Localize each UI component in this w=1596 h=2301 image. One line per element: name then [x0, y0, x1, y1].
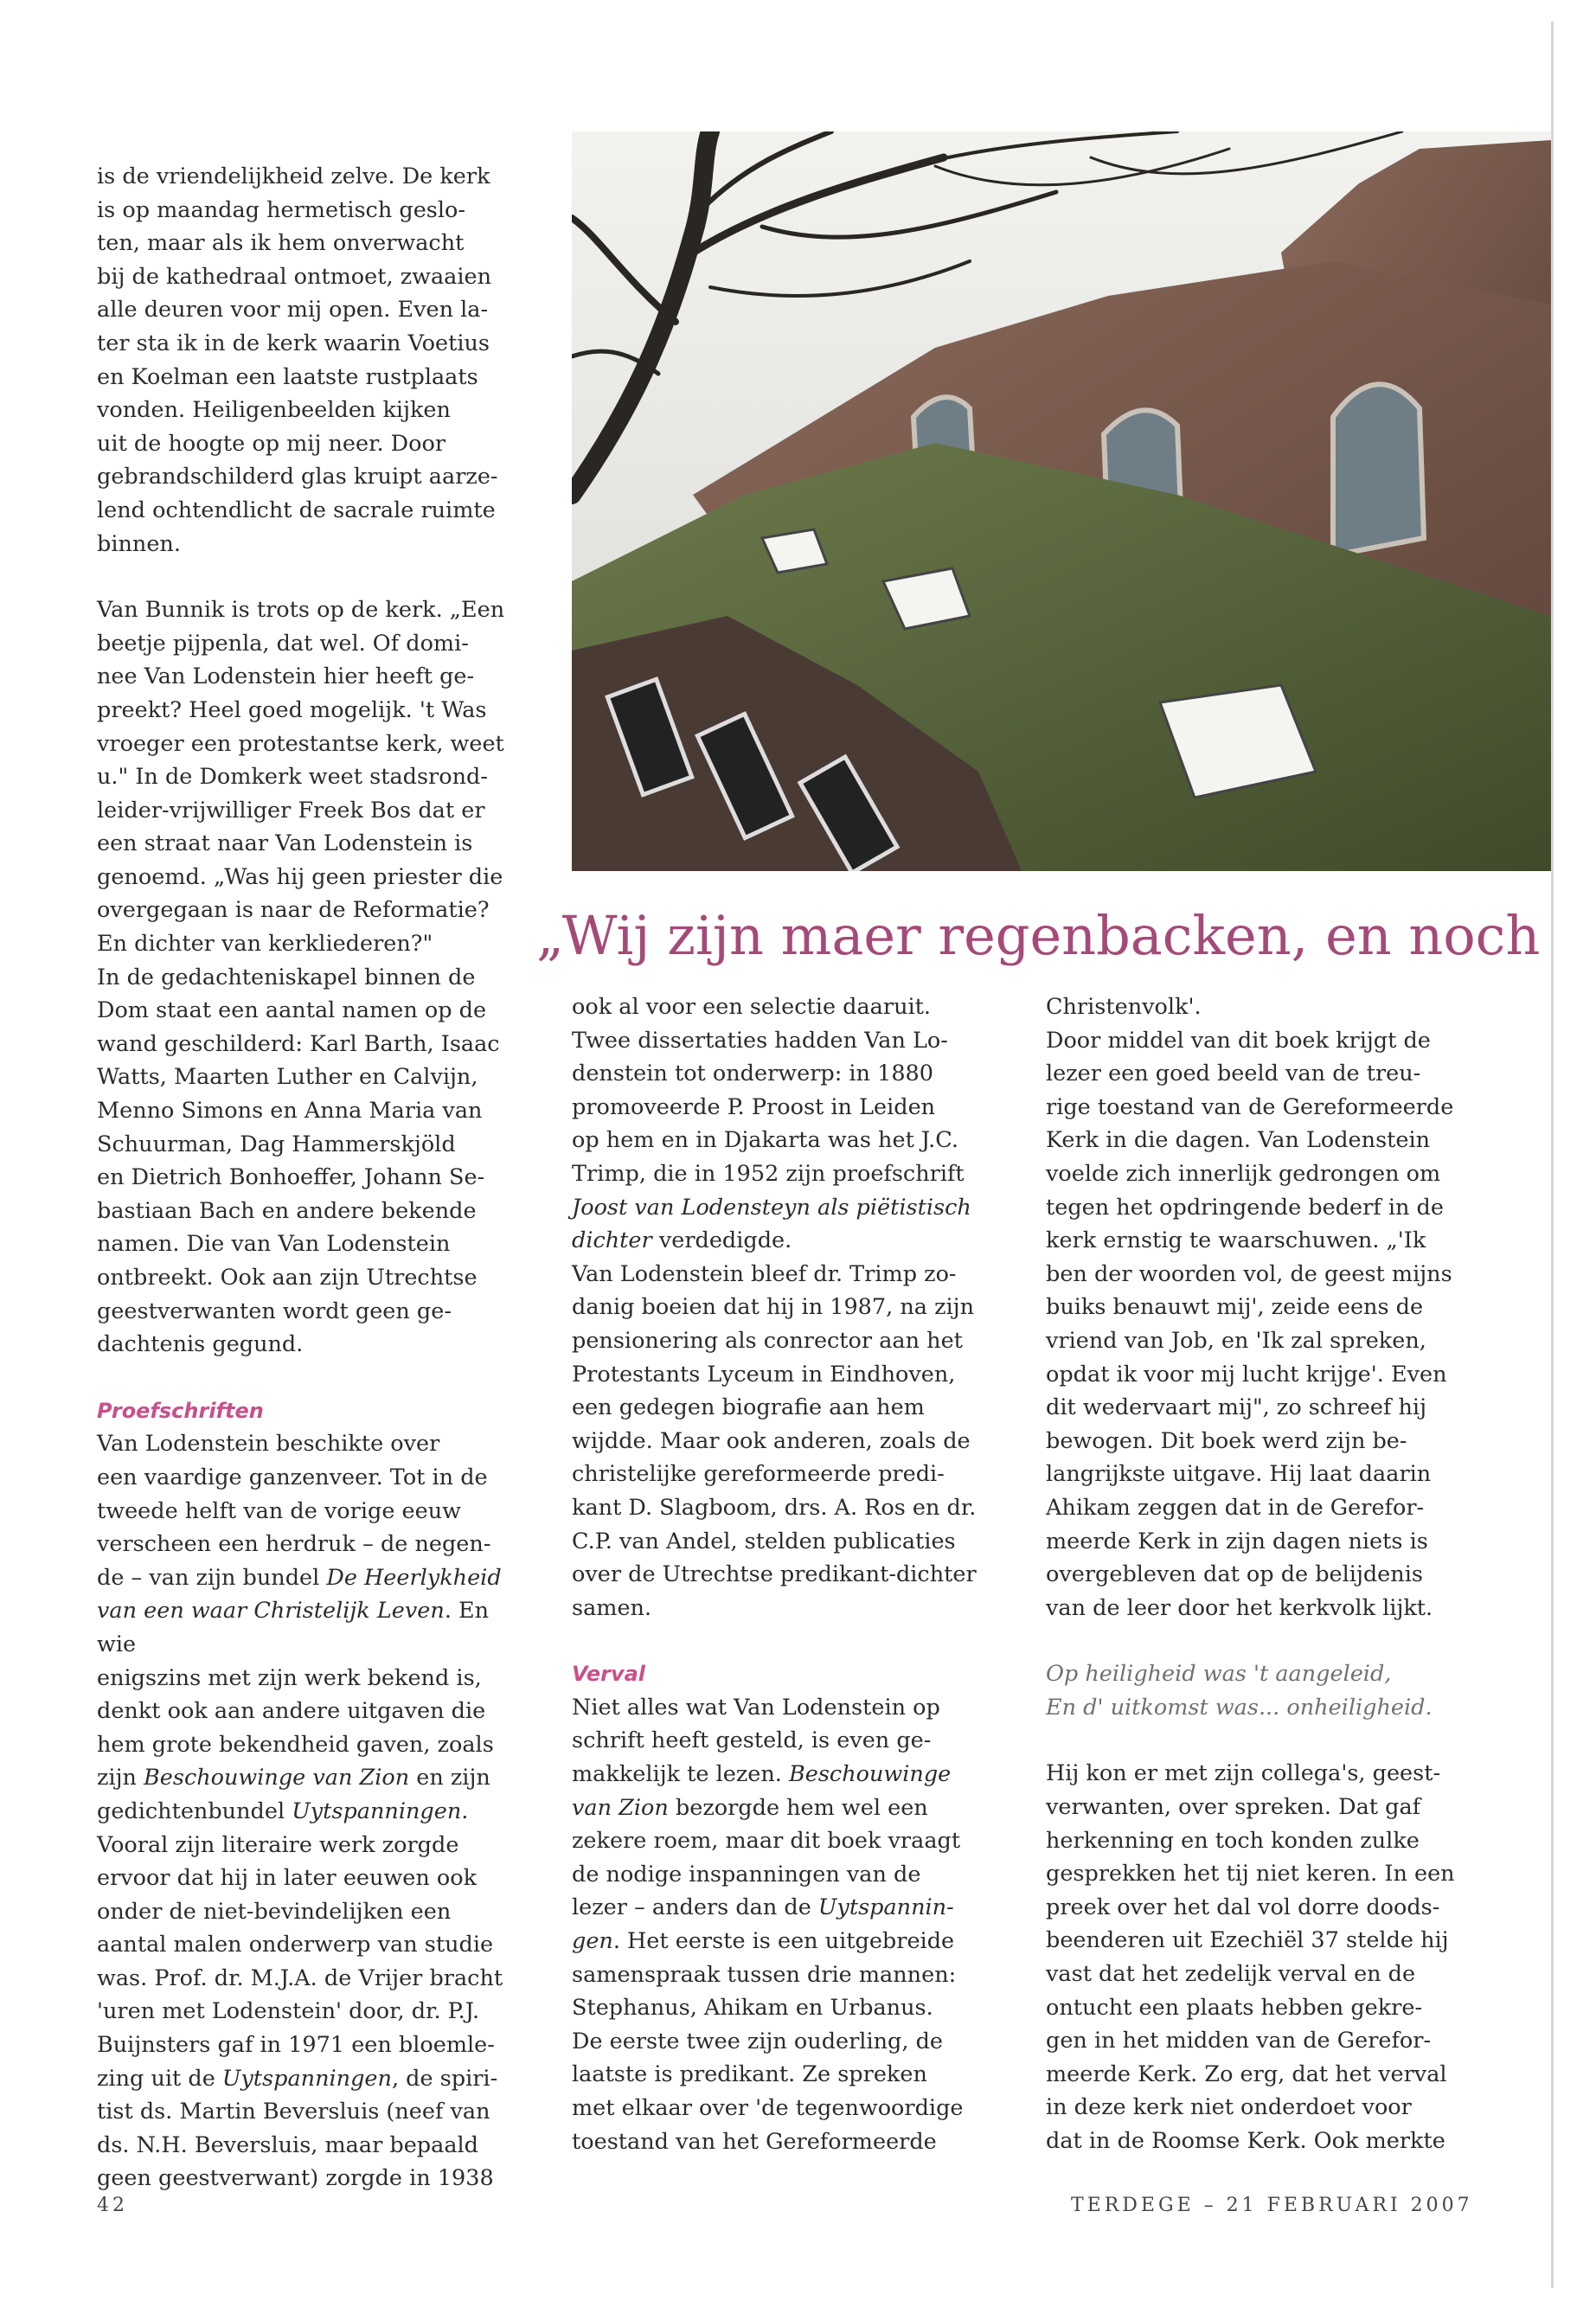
text-line: is de vriendelijkheid zelve. De kerk: [97, 163, 490, 189]
text-line: gedichtenbundel Uytspanningen.: [97, 1798, 469, 1824]
text-line: Van Lodenstein beschikte over: [97, 1431, 440, 1458]
text-line: christelijke gereformeerde predi-: [572, 1461, 945, 1488]
text-line: denstein tot onderwerp: in 1880: [572, 1061, 933, 1087]
text-line: C.P. van Andel, stelden publicaties: [572, 1528, 956, 1554]
text-line: de – van zijn bundel De Heerlykheid: [97, 1564, 502, 1591]
text-line: promoveerde P. Proost in Leiden: [572, 1093, 936, 1120]
text-line: aantal malen onderwerp van studie: [97, 1932, 494, 1958]
book-title: van Zion: [572, 1794, 669, 1821]
text-line: vriend van Job, en 'Ik zal spreken,: [1046, 1327, 1426, 1354]
text-line: Schuurman, Dag Hammerskjöld: [97, 1131, 456, 1157]
text-line: ds. N.H. Beversluis, maar bepaald: [97, 2131, 478, 2158]
text-line: denkt ook aan andere uitgaven die: [97, 1698, 486, 1725]
text-line: dichter verdedigde.: [572, 1227, 792, 1254]
pull-quote: „Wij zijn maer regenbacken, en noch: [536, 904, 1541, 967]
text-line: beenderen uit Ezechiël 37 stelde hij: [1046, 1927, 1449, 1954]
text-line: Van Lodenstein bleef dr. Trimp zo-: [572, 1260, 957, 1287]
text-line: bewogen. Dit boek werd zijn be-: [1046, 1427, 1407, 1454]
text-line: Van Bunnik is trots op de kerk. „Een: [97, 597, 505, 624]
text-line: gebrandschilderd glas kruipt aarze-: [97, 464, 498, 490]
church-illustration: [572, 131, 1551, 871]
text-line: gen in het midden van de Gerefor-: [1046, 2028, 1432, 2054]
text-line: hem grote bekendheid gaven, zoals: [97, 1731, 494, 1758]
text-line: gen. Het eerste is een uitgebreide: [572, 1928, 955, 1955]
text-line: wand geschilderd: Karl Barth, Isaac: [97, 1030, 500, 1057]
poem-quote: [1046, 1657, 1478, 1724]
text-line: ontbreekt. Ook aan zijn Utrechtse: [97, 1265, 478, 1291]
column-3: [1046, 990, 1478, 2158]
text-line: ook al voor een selectie daaruit.: [572, 994, 931, 1020]
column-2: [572, 990, 1009, 2158]
book-title: Uytspannin-: [817, 1894, 954, 1921]
text-line: ben der woorden vol, de geest mijns: [1046, 1260, 1452, 1287]
text-line: Watts, Maarten Luther en Calvijn,: [97, 1064, 478, 1091]
text-line: vroeger een protestantse kerk, weet: [97, 730, 504, 757]
book-title: De Heerlykheid: [326, 1564, 502, 1591]
text-line: u." In de Domkerk weet stadsrond-: [97, 764, 488, 791]
text-line: ter sta ik in de kerk waarin Voetius: [97, 330, 490, 356]
text-line: opdat ik voor mij lucht krijge'. Even: [1046, 1361, 1447, 1388]
text-line: beetje pijpenla, dat wel. Of domi-: [97, 630, 469, 657]
paragraph: [1046, 990, 1478, 1625]
text-line: een gedegen biografie aan hem: [572, 1394, 925, 1421]
text-line: onder de niet-bevindelijken een: [97, 1898, 452, 1925]
text-line: Niet alles wat Van Lodenstein op: [572, 1694, 940, 1721]
text-line: lezer een goed beeld van de treu-: [1046, 1061, 1421, 1087]
text-line: is op maandag hermetisch geslo-: [97, 196, 465, 223]
text-line: namen. Die van Van Lodenstein: [97, 1231, 451, 1258]
text-line: en Koelman een laatste rustplaats: [97, 363, 478, 390]
text-line: dit wedervaart mij", zo schreef hij: [1046, 1394, 1426, 1421]
text-line: Menno Simons en Anna Maria van: [97, 1098, 483, 1125]
page-number: 42: [97, 2195, 128, 2216]
text-line: danig boeien dat hij in 1987, na zijn: [572, 1294, 974, 1321]
text-line: tweede helft van de vorige eeuw: [97, 1497, 461, 1524]
text-line: rige toestand van de Gereformeerde: [1046, 1093, 1454, 1120]
text-line: kant D. Slagboom, drs. A. Ros en dr.: [572, 1494, 977, 1521]
paragraph: [97, 961, 529, 1362]
text-line: tegen het opdringende bederf in de: [1046, 1194, 1444, 1221]
magazine-footer: TERDEGE – 21 FEBRUARI 2007: [1071, 2195, 1473, 2216]
text-line: tist ds. Martin Beversluis (neef van: [97, 2099, 490, 2125]
book-title: van een waar Christelijk Leven: [97, 1598, 445, 1625]
text-line: genoemd. „Was hij geen priester die: [97, 863, 503, 890]
text-line: 'uren met Lodenstein' door, dr. P.J.: [97, 1998, 480, 2025]
page-edge: [1551, 22, 1554, 2288]
text-line: Buijnsters gaf in 1971 een bloemle-: [97, 2032, 495, 2059]
book-title: Uytspanningen: [221, 2065, 392, 2092]
text-line: wijdde. Maar ook anderen, zoals de: [572, 1427, 971, 1454]
text-line: nee Van Lodenstein hier heeft ge-: [97, 663, 475, 690]
text-line: voelde zich innerlijk gedrongen om: [1046, 1160, 1441, 1187]
text-line: verwanten, over spreken. Dat gaf: [1046, 1794, 1421, 1821]
text-line: in deze kerk niet onderdoet voor: [1046, 2094, 1412, 2121]
text-line: verscheen een herdruk – de negen-: [97, 1531, 491, 1558]
text-line: langrijkste uitgave. Hij laat daarin: [1046, 1461, 1432, 1488]
section-heading-proefschriften: Proefschriften: [97, 1398, 264, 1423]
text-line: van Zion bezorgde hem wel een: [572, 1794, 928, 1821]
text-line: In de gedachteniskapel binnen de: [97, 964, 476, 990]
text-line: Christenvolk'.: [1046, 994, 1202, 1020]
text-line: En dichter van kerkliederen?": [97, 931, 433, 958]
paragraph: [97, 1427, 529, 2195]
text-line: gesprekken het tij niet keren. In een: [1046, 1861, 1455, 1888]
text-line: zekere roem, maar dit boek vraagt: [572, 1828, 961, 1855]
text-line: vast dat het zedelijk verval en de: [1046, 1961, 1416, 1988]
text-line: Vooral zijn literaire werk zorgde: [97, 1831, 459, 1858]
book-title: Beschouwinge van Zion: [144, 1765, 410, 1791]
text-line: een vaardige ganzenveer. Tot in de: [97, 1464, 488, 1490]
text-line: makkelijk te lezen. Beschouwinge: [572, 1761, 952, 1788]
text-line: buiks benauwt mij', zeide eens de: [1046, 1294, 1424, 1321]
book-title: Beschouwinge: [789, 1761, 952, 1788]
text-line: een straat naar Van Lodenstein is: [97, 830, 473, 857]
text-line: zing uit de Uytspanningen, de spiri-: [97, 2065, 498, 2092]
text-line: Kerk in die dagen. Van Lodenstein: [1046, 1127, 1431, 1154]
paragraph: [1046, 1757, 1478, 2157]
book-title: Joost van Lodensteyn als piëtistisch: [572, 1194, 971, 1221]
text-line: Protestants Lyceum in Eindhoven,: [572, 1361, 956, 1388]
text-line: [572, 1191, 1009, 1225]
text-line: pensionering als conrector aan het: [572, 1327, 963, 1354]
text-line: enigszins met zijn werk bekend is,: [97, 1664, 482, 1691]
text-line: schrift heeft gesteld, is even ge-: [572, 1727, 932, 1754]
text-line: alle deuren voor mij open. Even la-: [97, 297, 489, 324]
text-line: over de Utrechtse predikant-dichter: [572, 1561, 977, 1588]
text-line: lezer – anders dan de Uytspannin-: [572, 1894, 954, 1921]
text-line: meerde Kerk in zijn dagen niets is: [1046, 1528, 1428, 1554]
text-line: kerk ernstig te waarschuwen. „'Ik: [1046, 1227, 1426, 1254]
text-line: geestverwanten wordt geen ge-: [97, 1298, 452, 1324]
text-line: samenspraak tussen drie mannen:: [572, 1961, 957, 1988]
church-photo: [572, 131, 1551, 871]
book-title: dichter: [572, 1227, 652, 1254]
text-line: Dom staat een aantal namen op de: [97, 997, 487, 1024]
paragraph: [97, 593, 529, 961]
text-line: uit de hoogte op mij neer. Door: [97, 430, 446, 457]
text-line: Door middel van dit boek krijgt de: [1046, 1027, 1431, 1054]
text-line: op hem en in Djakarta was het J.C.: [572, 1127, 958, 1154]
text-line: leider-vrijwilliger Freek Bos dat er: [97, 797, 485, 824]
text-line: Twee dissertaties hadden Van Lo-: [572, 1027, 948, 1054]
text-line: dachtenis gegund.: [97, 1331, 304, 1358]
text-line: vonden. Heiligenbeelden kijken: [97, 397, 451, 424]
text-line: zijn Beschouwinge van Zion en zijn: [97, 1765, 490, 1791]
column-1: [97, 160, 529, 2195]
paragraph: [572, 1691, 1009, 2158]
book-title: gen: [572, 1928, 613, 1955]
text-line: herkenning en toch konden zulke: [1046, 1827, 1420, 1854]
text-line: geen geestverwant) zorgde in 1938: [97, 2165, 494, 2192]
text-line: was. Prof. dr. M.J.A. de Vrijer bracht: [97, 1965, 503, 1991]
text-line: met elkaar over 'de tegenwoordige: [572, 2095, 964, 2121]
text-line: en Dietrich Bonhoeffer, Johann Se-: [97, 1164, 485, 1191]
text-line: dat in de Roomse Kerk. Ook merkte: [1046, 2128, 1445, 2154]
paragraph: [572, 990, 1009, 1625]
poem-line: En d' uitkomst was... onheiligheid.: [1046, 1694, 1433, 1721]
text-line: ervoor dat hij in later eeuwen ook: [97, 1865, 478, 1892]
text-line: bastiaan Bach en andere bekende: [97, 1197, 477, 1224]
text-line: meerde Kerk. Zo erg, dat het verval: [1046, 2061, 1447, 2087]
book-title: Uytspanningen: [292, 1798, 462, 1824]
text-line: laatste is predikant. Ze spreken: [572, 2061, 927, 2088]
text-line: Hij kon er met zijn collega's, geest-: [1046, 1760, 1441, 1787]
text-line: lend ochtendlicht de sacrale ruimte: [97, 497, 496, 523]
text-line: Stephanus, Ahikam en Urbanus.: [572, 1995, 933, 2022]
text-line: van de leer door het kerkvolk lijkt.: [1046, 1594, 1433, 1621]
text-line: Ahikam zeggen dat in de Gerefor-: [1046, 1494, 1425, 1521]
text-line: overgegaan is naar de Reformatie?: [97, 897, 490, 924]
text-line: bij de kathedraal ontmoet, zwaaien: [97, 263, 492, 290]
text-line: preek over het dal vol dorre doods-: [1046, 1894, 1440, 1920]
text-line: De eerste twee zijn ouderling, de: [572, 2028, 943, 2054]
text-line: ten, maar als ik hem onverwacht: [97, 230, 465, 257]
poem-line: Op heiligheid was 't aangeleid,: [1046, 1661, 1392, 1688]
text-line: van een waar Christelijk Leven. En wie: [97, 1598, 490, 1657]
paragraph: [97, 160, 529, 561]
text-line: preekt? Heel goed mogelijk. 't Was: [97, 696, 487, 723]
text-line: Trimp, die in 1952 zijn proefschrift: [572, 1160, 965, 1187]
section-heading-verval: Verval: [572, 1662, 646, 1687]
text-line: ontucht een plaats hebben gekre-: [1046, 1994, 1423, 2021]
text-line: samen.: [572, 1594, 652, 1621]
text-line: toestand van het Gereformeerde: [572, 2128, 937, 2155]
text-line: de nodige inspanningen van de: [572, 1861, 921, 1888]
text-line: binnen.: [97, 530, 181, 557]
text-line: overgebleven dat op de belijdenis: [1046, 1561, 1423, 1588]
